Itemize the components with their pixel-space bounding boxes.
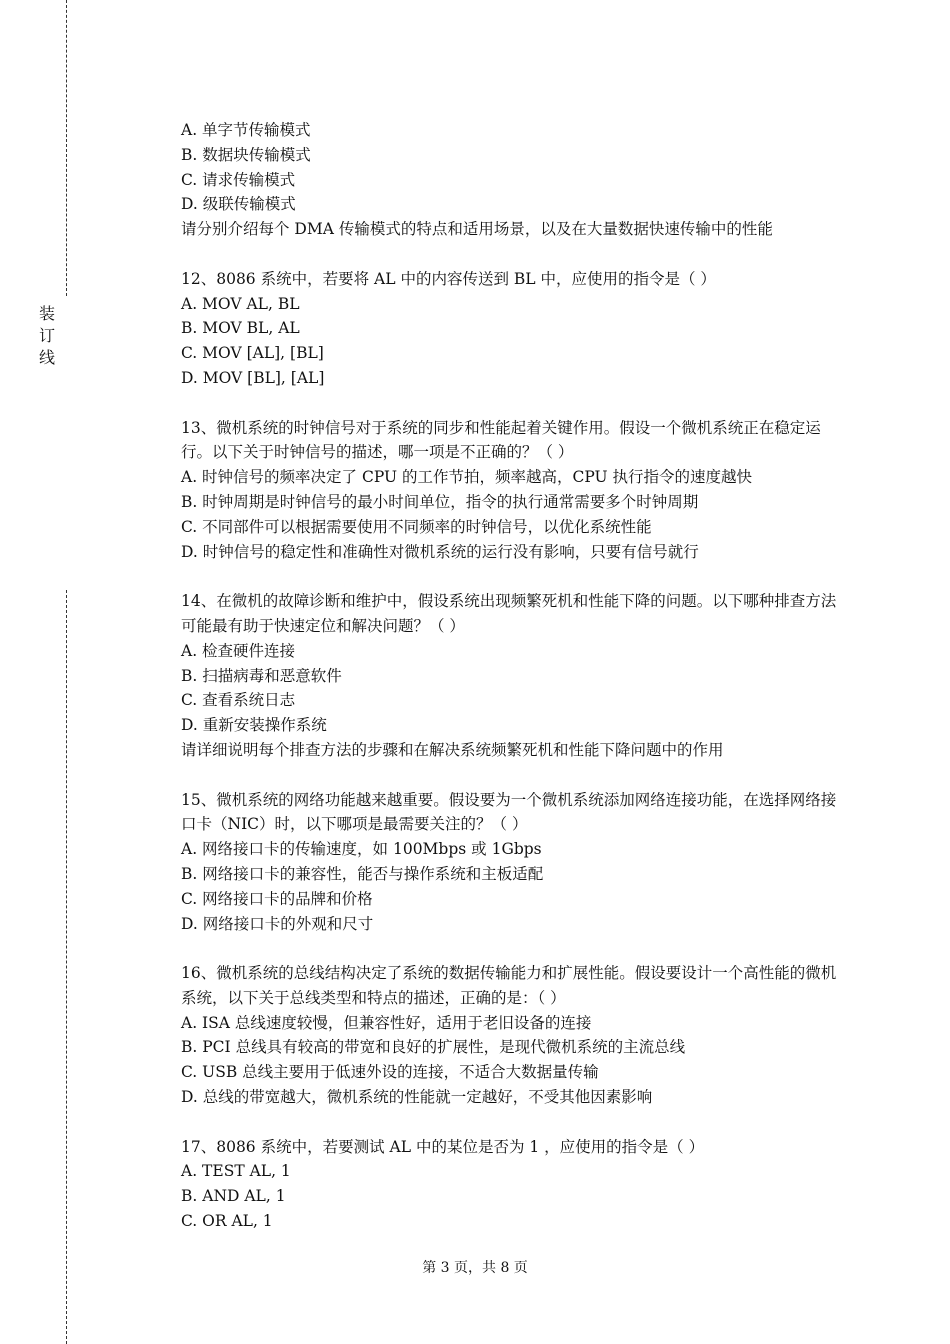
option-line: A. TEST AL, 1 xyxy=(181,1162,291,1181)
option-line: B. PCI 总线具有较高的带宽和良好的扩展性，是现代微机系统的主流总线 xyxy=(181,1038,686,1057)
option-line: B. 网络接口卡的兼容性，能否与操作系统和主板适配 xyxy=(181,864,544,883)
option-line: B. AND AL, 1 xyxy=(181,1187,286,1206)
option-line: A. ISA 总线速度较慢，但兼容性好，适用于老旧设备的连接 xyxy=(181,1013,592,1032)
option-line: C. USB 总线主要用于低速外设的连接，不适合大数据量传输 xyxy=(181,1063,599,1082)
option-line: C. 请求传输模式 xyxy=(181,170,296,189)
option-line: D. 级联传输模式 xyxy=(181,195,296,214)
question-stem: 13、微机系统的时钟信号对于系统的同步和性能起着关键作用。假设一个微机系统正在稳定运行。以下关于时钟信号的描述，哪一项是不正确的？（ ） xyxy=(181,418,821,462)
option-line: A. 单字节传输模式 xyxy=(181,121,311,139)
option-line: B. 数据块传输模式 xyxy=(181,145,311,164)
question-14 xyxy=(181,589,843,763)
question-12 xyxy=(181,267,843,391)
binding-char: 订 xyxy=(38,326,55,345)
option-line: A. 检查硬件连接 xyxy=(181,641,296,660)
option-line: D. 时钟信号的稳定性和准确性对微机系统的运行没有影响，只要有信号就行 xyxy=(181,542,699,561)
option-line: A. 时钟信号的频率决定了 CPU 的工作节拍，频率越高，CPU 执行指令的速度越快 xyxy=(181,468,752,487)
question-note: 请详细说明每个排查方法的步骤和在解决系统频繁死机和性能下降问题中的作用 xyxy=(181,740,724,759)
option-line: D. 总线的带宽越大，微机系统的性能就一定越好，不受其他因素影响 xyxy=(181,1088,653,1107)
option-line: C. 不同部件可以根据需要使用不同频率的时钟信号，以优化系统性能 xyxy=(181,517,652,536)
option-line: C. OR AL, 1 xyxy=(181,1212,273,1231)
question-stem: 15、微机系统的网络功能越来越重要。假设要为一个微机系统添加网络连接功能，在选择网络接口卡（NIC）时，以下哪项是最需要关注的？（ ） xyxy=(181,790,837,834)
question-stem: 12、8086 系统中，若要将 AL 中的内容传送到 BL 中，应使用的指令是（ ） xyxy=(181,269,716,288)
exam-content xyxy=(181,118,843,1234)
question-stem: 14、在微机的故障诊断和维护中，假设系统出现频繁死机和性能下降的问题。以下哪种排查方法可能最有助于快速定位和解决问题？（ ） xyxy=(181,592,837,635)
option-line: C. 网络接口卡的品牌和价格 xyxy=(181,889,373,908)
option-line: B. MOV BL, AL xyxy=(181,319,300,338)
page-footer: 第 3 页，共 8 页 xyxy=(422,1260,528,1276)
option-line: B. 时钟周期是时钟信号的最小时间单位，指令的执行通常需要多个时钟周期 xyxy=(181,492,699,511)
option-line: D. 网络接口卡的外观和尺寸 xyxy=(181,914,374,933)
question-17 xyxy=(181,1135,843,1234)
intro-block xyxy=(181,118,843,242)
option-line: B. 扫描病毒和恶意软件 xyxy=(181,666,342,685)
option-line: A. MOV AL, BL xyxy=(181,294,300,313)
option-line: D. 重新安装操作系统 xyxy=(181,716,327,735)
binding-label xyxy=(37,303,57,369)
binding-dashed-line-bottom xyxy=(66,590,67,1344)
question-note: 请分别介绍每个 DMA 传输模式的特点和适用场景，以及在大量数据快速传输中的性能 xyxy=(181,220,773,239)
option-line: D. MOV [BL], [AL] xyxy=(181,368,325,387)
question-13 xyxy=(181,416,843,565)
option-line: A. 网络接口卡的传输速度，如 100Mbps 或 1Gbps xyxy=(181,840,542,859)
binding-char: 装 xyxy=(38,304,55,323)
binding-dashed-line-top xyxy=(66,0,67,296)
question-stem: 17、8086 系统中，若要测试 AL 中的某位是否为 1 ，应使用的指令是（ ） xyxy=(181,1137,705,1156)
option-line: C. MOV [AL], [BL] xyxy=(181,344,324,363)
binding-char: 线 xyxy=(38,348,55,367)
question-15 xyxy=(181,788,843,937)
option-line: C. 查看系统日志 xyxy=(181,691,296,710)
question-stem: 16、微机系统的总线结构决定了系统的数据传输能力和扩展性能。假设要设计一个高性能的微机系统，以下关于总线类型和特点的描述，正确的是：（ ） xyxy=(181,964,837,1007)
question-16 xyxy=(181,961,843,1110)
